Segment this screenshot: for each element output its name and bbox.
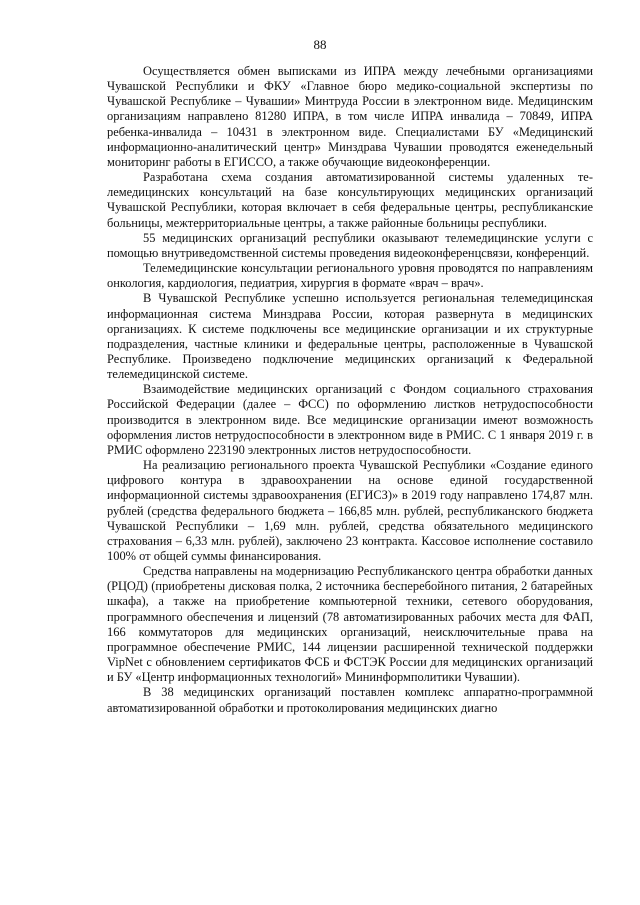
paragraph-rcod-modernization: Средства направлены на модернизацию Республиканского центра обработки данных (РЦОД) (приобретены дисковая полка, 2 источника бесперебойного питания, 2 батарейных шкафа), а также на приобретение компьютерной техники, сетевого оборудования, программного обеспечения и лицензий (78 автоматизированных рабочих места для ФАП, 166 коммутаторов для медицинских организаций, неисключительные права на программное обеспечение РМИС, 144 лицензии расширенной технической поддержки VipNet с обновлением сертификатов ФСБ и ФСТЭК России для медицинских организаций и БУ «Центр информационных технологий» Мининформполитики Чувашии). — [107, 564, 593, 685]
body-text — [107, 64, 593, 716]
paragraph-diagnostics-complex: В 38 медицинских организаций поставлен комплекс аппаратно-программной автоматизированной обработки и протоколирования медицинских диагно — [107, 685, 593, 715]
paragraph-fss-sick-leave: Взаимодействие медицинских организаций с Фондом социального страхования Российской Федерации (далее – ФСС) по оформлению листков нетрудоспособности производится в электронном виде. Все медицинские организации имеют возможность оформления листов нетрудоспособности в электронном виде в РМИС. С 1 января 2019 г. в РМИС оформлено 223190 электронных листов нетрудоспособности. — [107, 382, 593, 457]
paragraph-regional-telemedicine-system: В Чувашской Республике успешно используется региональная телемедицинская информационная система Минздрава России, которая развернута в медицинских организациях. К системе подключены все медицинские организации и их структурные подразделения, частные клиники и федеральные центры, расположенные в Чувашской Республике. Произведено подключение медицинских организаций к Федеральной телемедицинской системе. — [107, 291, 593, 382]
page-number: 88 — [313, 37, 327, 52]
paragraph-telemedicine-scheme: Разработана схема создания автоматизированной системы удаленных телемедицинских консультаций на базе консультирующих медицинских организаций Чувашской Республики, которая включает в себя федеральные центры, республиканские больницы, межтерриториальные центры, а также районные больницы республики. — [107, 170, 593, 230]
paragraph-videoconference-services: 55 медицинских организаций республики оказывают телемедицинские услуги с помощью внутриведомственной системы проведения видеоконференцсвязи, конференций. — [107, 230, 593, 260]
paragraph-egisz-project-funding: На реализацию регионального проекта Чувашской Республики «Создание единого цифрового контура в здравоохранении на основе единой государственной информационной системы здравоохранения (ЕГИСЗ)» в 2019 году направлено 174,87 млн. рублей (средства федерального бюджета – 166,85 млн. рублей, республиканского бюджета Чувашской Республики – 1,69 млн. рублей, средства обязательного медицинского страхования – 6,33 млн. рублей), заключено 23 контракта. Кассовое исполнение составило 100% от общей суммы финансирования. — [107, 458, 593, 563]
paragraph-egisso-exchange: Осуществляется обмен выписками из ИПРА между лечебными организациями Чувашской Республики и ФКУ «Главное бюро медико-социальной экспертизы по Чувашской Республике – Чувашии» Минтруда России в электронном виде. Медицинским организациям направлено 81280 ИПРА, в том числе ИПРА инвалида – 70849, ИПРА ребенка-инвалида – 10431 в электронном виде. Специалистами БУ «Медицинский информационно-аналитический центр» Минздрава Чувашии проводятся еженедельный мониторинг работы в ЕГИССО, а также обучающие видеоконференции. — [107, 64, 593, 169]
paragraph-regional-consultations: Телемедицинские консультации регионального уровня проводятся по направлениям онкология, кардиология, педиатрия, хирургия в формате «врач – врач». — [107, 261, 593, 291]
